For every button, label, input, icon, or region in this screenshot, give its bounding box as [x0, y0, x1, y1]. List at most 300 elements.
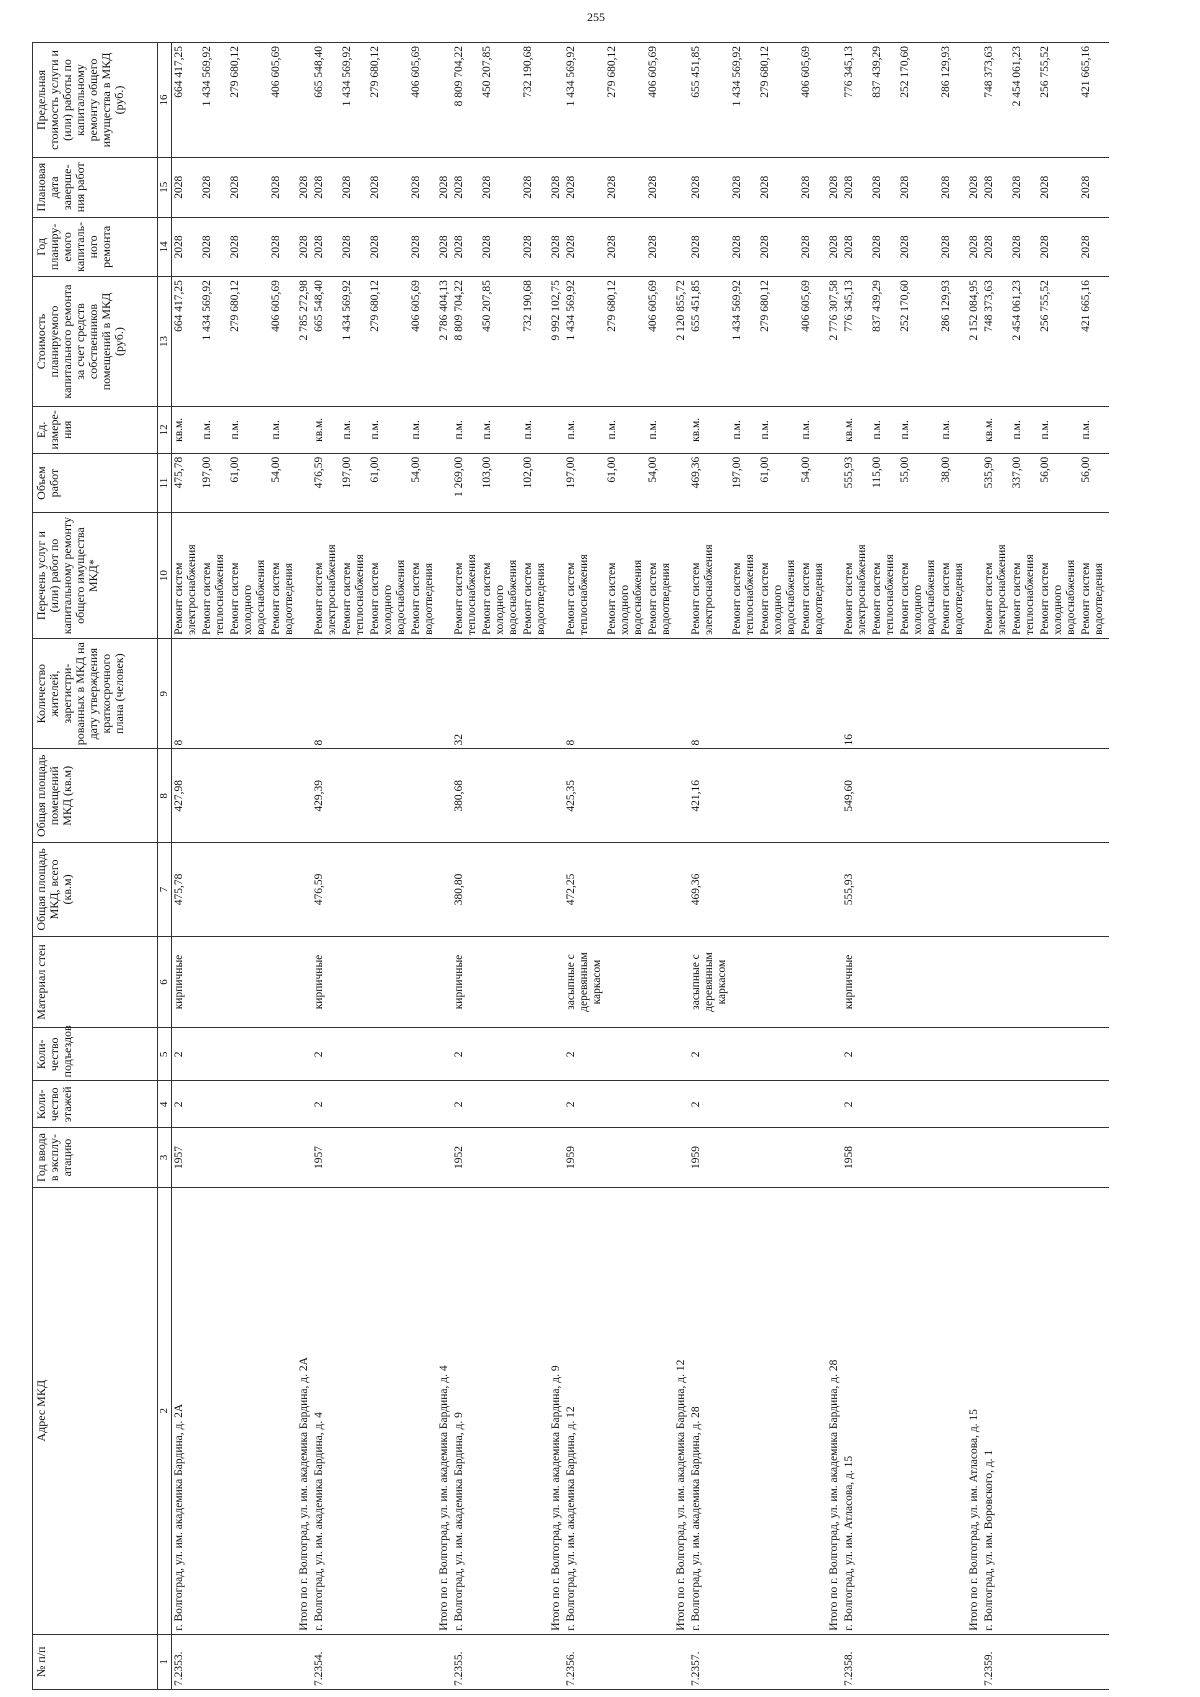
empty-cell [549, 513, 564, 639]
entrances-count: 2 [689, 1028, 730, 1081]
work-volume: 56,00 [1079, 453, 1107, 513]
premises-area [605, 749, 646, 843]
work-name: Ремонт систем электроснабжения [172, 513, 201, 639]
premises-area: 427,98 [172, 749, 201, 843]
work-name: Ремонт систем холодного водоснабжения [480, 513, 521, 639]
floors-count [368, 1081, 409, 1128]
work-end-date: 2028 [870, 157, 898, 217]
residents-count [758, 638, 799, 749]
empty-cell [437, 1028, 452, 1081]
work-name: Ремонт систем теплоснабжения [200, 513, 228, 639]
house-address: г. Волгоград, ул. им. академика Бардина, д. 28 [689, 1187, 730, 1634]
column-header: Общая площадь помещений МКД (кв.м) [33, 749, 158, 843]
wall-material [1038, 936, 1079, 1028]
work-end-date: 2028 [452, 157, 480, 217]
table-row [730, 43, 758, 1690]
work-unit: п.м. [269, 406, 297, 453]
work-end-date: 2028 [605, 157, 646, 217]
work-unit: кв.м. [689, 406, 730, 453]
empty-cell [967, 638, 982, 749]
work-cost: 256 755,52 [1038, 277, 1079, 407]
empty-cell [1107, 1128, 1109, 1188]
column-header: Общая площадь МКД, всего (кв.м) [33, 843, 158, 937]
work-cost: 279 680,12 [605, 277, 646, 407]
total-row [437, 43, 452, 1690]
work-volume: 61,00 [605, 453, 646, 513]
work-volume: 56,00 [1038, 453, 1079, 513]
row-number [200, 1634, 228, 1689]
wall-material: засыпные с деревянным каркасом [564, 936, 605, 1028]
commission-year [409, 1128, 437, 1188]
residents-count [1038, 638, 1079, 749]
rotated-page [32, 42, 1164, 1690]
work-unit: кв.м. [982, 406, 1010, 453]
empty-cell [674, 638, 689, 749]
house-address: г. Волгоград, ул. им. Воровского, д. 1 [982, 1187, 1010, 1634]
column-number: 9 [158, 638, 172, 749]
floors-count: 2 [842, 1081, 870, 1128]
house-address [730, 1187, 758, 1634]
column-number: 14 [158, 217, 172, 277]
empty-cell [297, 43, 312, 158]
table-row [368, 43, 409, 1690]
wall-material [200, 936, 228, 1028]
commission-year [480, 1128, 521, 1188]
table-row [340, 43, 368, 1690]
empty-cell [297, 1128, 312, 1188]
wall-material [269, 936, 297, 1028]
row-number [605, 1634, 646, 1689]
empty-cell [827, 513, 842, 639]
wall-material [368, 936, 409, 1028]
table-row [842, 43, 870, 1690]
empty-cell [967, 406, 982, 453]
work-name: Ремонт систем водоотведения [269, 513, 297, 639]
work-name: Ремонт систем холодного водоснабжения [898, 513, 939, 639]
table-row [200, 43, 228, 1690]
residents-count: 8 [689, 638, 730, 749]
column-number: 2 [158, 1187, 172, 1634]
commission-year [1079, 1128, 1107, 1188]
work-name: Ремонт систем теплоснабжения [730, 513, 758, 639]
work-name: Ремонт систем теплоснабжения [870, 513, 898, 639]
work-year: 2028 [1010, 217, 1038, 277]
house-address [228, 1187, 269, 1634]
residents-count [1079, 638, 1107, 749]
empty-cell [549, 1128, 564, 1188]
empty-cell [827, 936, 842, 1028]
work-year: 2028 [340, 217, 368, 277]
empty-cell [967, 1028, 982, 1081]
work-unit: п.м. [898, 406, 939, 453]
total-label: Итого по г. Волгоград, ул. им. академика Бардина, д. 4 [437, 1187, 452, 1634]
total-end-date [674, 157, 689, 217]
total-area [480, 843, 521, 937]
work-volume: 115,00 [870, 453, 898, 513]
empty-cell [549, 1081, 564, 1128]
row-number [480, 1634, 521, 1689]
repair-plan-table [32, 42, 1109, 1690]
premises-area [982, 749, 1010, 843]
total-year: 2028 [297, 217, 312, 277]
entrances-count [269, 1028, 297, 1081]
floors-count [521, 1081, 549, 1128]
empty-cell [437, 513, 452, 639]
empty-cell [549, 936, 564, 1028]
column-header: Объем работ [33, 453, 158, 513]
commission-year: 1952 [452, 1128, 480, 1188]
total-area: 380,80 [452, 843, 480, 937]
commission-year [1010, 1128, 1038, 1188]
row-number [799, 1634, 827, 1689]
house-address [799, 1187, 827, 1634]
total-year [674, 217, 689, 277]
work-volume: 61,00 [228, 453, 269, 513]
total-cost: 2 785 272,98 [297, 277, 312, 407]
floors-count [269, 1081, 297, 1128]
work-limit-cost: 450 207,85 [480, 43, 521, 158]
work-cost: 665 548,40 [312, 277, 340, 407]
empty-cell [549, 406, 564, 453]
entrances-count: 2 [452, 1028, 480, 1081]
table-row [982, 43, 1010, 1690]
work-volume: 54,00 [269, 453, 297, 513]
entrances-count [480, 1028, 521, 1081]
work-volume: 197,00 [200, 453, 228, 513]
total-area: 476,59 [312, 843, 340, 937]
work-year: 2028 [939, 217, 967, 277]
house-address [200, 1187, 228, 1634]
work-unit: п.м. [646, 406, 674, 453]
residents-count [200, 638, 228, 749]
work-end-date: 2028 [646, 157, 674, 217]
total-cost: 9 992 102,75 [549, 277, 564, 407]
row-number [409, 1634, 437, 1689]
floors-count [730, 1081, 758, 1128]
work-unit: п.м. [368, 406, 409, 453]
floors-count [200, 1081, 228, 1128]
work-year: 2028 [730, 217, 758, 277]
column-header: Стоимость планируемого капитального ремонта за счет средств собственников помещений в МКД (руб.) [33, 277, 158, 407]
empty-cell [297, 843, 312, 937]
work-name: Ремонт систем теплоснабжения [452, 513, 480, 639]
floors-count [982, 1081, 1010, 1128]
table-row [605, 43, 646, 1690]
column-number: 16 [158, 43, 172, 158]
row-number [1038, 1634, 1079, 1689]
work-limit-cost: 1 434 569,92 [730, 43, 758, 158]
empty-cell [674, 513, 689, 639]
house-address: г. Волгоград, ул. им. академика Бардина, д. 2А [172, 1187, 201, 1634]
work-limit-cost: 8 809 704,22 [452, 43, 480, 158]
house-address [521, 1187, 549, 1634]
work-end-date: 2028 [368, 157, 409, 217]
work-year: 2028 [200, 217, 228, 277]
wall-material [982, 936, 1010, 1028]
work-name: Ремонт систем водоотведения [646, 513, 674, 639]
empty-cell [827, 638, 842, 749]
wall-material [521, 936, 549, 1028]
entrances-count: 2 [172, 1028, 201, 1081]
empty-cell [827, 749, 842, 843]
work-name: Ремонт систем электроснабжения [312, 513, 340, 639]
column-header: Перечень услуг и (или) работ по капитальному ремонту общего имущества МКД* [33, 513, 158, 639]
work-name: Ремонт систем холодного водоснабжения [228, 513, 269, 639]
column-header: Коли-чество подъездов [33, 1028, 158, 1081]
floors-count [605, 1081, 646, 1128]
work-name: Ремонт систем водоотведения [1079, 513, 1107, 639]
work-year: 2028 [605, 217, 646, 277]
work-name: Ремонт систем холодного водоснабжения [758, 513, 799, 639]
work-limit-cost: 406 605,69 [409, 43, 437, 158]
residents-count [870, 638, 898, 749]
column-number: 3 [158, 1128, 172, 1188]
work-cost: 406 605,69 [269, 277, 297, 407]
floors-count: 2 [564, 1081, 605, 1128]
work-end-date: 2028 [758, 157, 799, 217]
residents-count: 8 [312, 638, 340, 749]
house-address: г. Волгоград, ул. им. академика Бардина, д. 4 [312, 1187, 340, 1634]
table-row [939, 43, 967, 1690]
work-end-date: 2028 [689, 157, 730, 217]
empty-cell [437, 1128, 452, 1188]
work-year: 2028 [172, 217, 201, 277]
work-name: Ремонт систем холодного водоснабжения [605, 513, 646, 639]
total-area: 472,25 [564, 843, 605, 937]
total-area [870, 843, 898, 937]
work-end-date: 2028 [1010, 157, 1038, 217]
floors-count [1010, 1081, 1038, 1128]
premises-area: 380,68 [452, 749, 480, 843]
work-limit-cost: 279 680,12 [368, 43, 409, 158]
total-cost: 2 776 307,58 [827, 277, 842, 407]
work-name: Ремонт систем теплоснабжения [1010, 513, 1038, 639]
empty-cell [437, 406, 452, 453]
column-header: Материал стен [33, 936, 158, 1028]
residents-count: 8 [172, 638, 201, 749]
empty-cell [1107, 406, 1109, 453]
empty-cell [297, 1028, 312, 1081]
wall-material [1079, 936, 1107, 1028]
entrances-count [340, 1028, 368, 1081]
residents-count [605, 638, 646, 749]
house-address [758, 1187, 799, 1634]
work-unit: п.м. [1038, 406, 1079, 453]
work-name: Ремонт систем холодного водоснабжения [368, 513, 409, 639]
work-cost: 279 680,12 [368, 277, 409, 407]
premises-area [521, 749, 549, 843]
residents-count [521, 638, 549, 749]
column-number: 8 [158, 749, 172, 843]
empty-cell [1107, 843, 1109, 937]
row-number [967, 1634, 982, 1689]
wall-material: кирпичные [312, 936, 340, 1028]
empty-cell [827, 1128, 842, 1188]
house-address [646, 1187, 674, 1634]
work-cost: 1 434 569,92 [200, 277, 228, 407]
floors-count [898, 1081, 939, 1128]
work-volume: 555,93 [842, 453, 870, 513]
total-end-date: 2028 [967, 157, 982, 217]
house-address [1010, 1187, 1038, 1634]
floors-count [799, 1081, 827, 1128]
residents-count [480, 638, 521, 749]
residents-count [730, 638, 758, 749]
empty-cell [549, 1028, 564, 1081]
work-year: 2028 [646, 217, 674, 277]
total-area [228, 843, 269, 937]
total-area [269, 843, 297, 937]
column-number: 4 [158, 1081, 172, 1128]
work-cost: 1 434 569,92 [564, 277, 605, 407]
premises-area [228, 749, 269, 843]
work-limit-cost: 1 434 569,92 [200, 43, 228, 158]
wall-material [799, 936, 827, 1028]
total-row [967, 43, 982, 1690]
house-address: г. Волгоград, ул. им. академика Бардина, д. 12 [564, 1187, 605, 1634]
wall-material: кирпичные [172, 936, 201, 1028]
wall-material: кирпичные [842, 936, 870, 1028]
work-end-date: 2028 [409, 157, 437, 217]
work-cost: 8 809 704,22 [452, 277, 480, 407]
empty-cell [827, 453, 842, 513]
floors-count: 2 [312, 1081, 340, 1128]
work-cost: 286 129,93 [939, 277, 967, 407]
entrances-count [1038, 1028, 1079, 1081]
empty-cell [967, 936, 982, 1028]
work-name: Ремонт систем водоотведения [409, 513, 437, 639]
empty-cell [1107, 638, 1109, 749]
work-end-date: 2028 [842, 157, 870, 217]
work-cost: 279 680,12 [758, 277, 799, 407]
residents-count [799, 638, 827, 749]
wall-material [758, 936, 799, 1028]
floors-count [228, 1081, 269, 1128]
work-cost: 2 454 061,23 [1010, 277, 1038, 407]
work-year: 2028 [368, 217, 409, 277]
commission-year [228, 1128, 269, 1188]
empty-cell [437, 43, 452, 158]
row-number: 7.2354. [312, 1634, 340, 1689]
work-end-date: 2028 [172, 157, 201, 217]
table-row [758, 43, 799, 1690]
work-year: 2028 [898, 217, 939, 277]
premises-area [269, 749, 297, 843]
empty-cell [297, 936, 312, 1028]
entrances-count [228, 1028, 269, 1081]
work-volume: 61,00 [758, 453, 799, 513]
empty-cell [297, 638, 312, 749]
house-address: г. Волгоград, ул. им. академика Бардина, д. 9 [452, 1187, 480, 1634]
total-area [646, 843, 674, 937]
table-row [1038, 43, 1079, 1690]
premises-area [758, 749, 799, 843]
house-address [368, 1187, 409, 1634]
residents-count [939, 638, 967, 749]
wall-material [1010, 936, 1038, 1028]
table-row [1010, 43, 1038, 1690]
total-area [605, 843, 646, 937]
empty-cell [967, 749, 982, 843]
work-year: 2028 [1038, 217, 1079, 277]
row-number [228, 1634, 269, 1689]
empty-cell [967, 513, 982, 639]
empty-cell [549, 843, 564, 937]
work-year: 2028 [409, 217, 437, 277]
work-end-date: 2028 [799, 157, 827, 217]
row-number [1107, 1634, 1109, 1689]
work-cost: 837 439,29 [870, 277, 898, 407]
work-end-date: 2028 [1079, 157, 1107, 217]
premises-area [368, 749, 409, 843]
work-limit-cost: 406 605,69 [269, 43, 297, 158]
column-header: Год планиру-емого капиталь-ного ремонта [33, 217, 158, 277]
column-header: Предельная стоимость услуги и (или) работы по капитальному ремонту общего имущества в МКД (руб.) [33, 43, 158, 158]
work-limit-cost: 748 373,63 [982, 43, 1010, 158]
floors-count [646, 1081, 674, 1128]
entrances-count [646, 1028, 674, 1081]
commission-year [1038, 1128, 1079, 1188]
total-area [982, 843, 1010, 937]
work-limit-cost: 256 755,52 [1038, 43, 1079, 158]
table-row [269, 43, 297, 1690]
empty-cell [674, 43, 689, 158]
work-end-date: 2028 [1038, 157, 1079, 217]
total-end-date: 2028 [437, 157, 452, 217]
row-number [1079, 1634, 1107, 1689]
row-number [646, 1634, 674, 1689]
work-limit-cost: 421 665,16 [1079, 43, 1107, 158]
floors-count: 2 [172, 1081, 201, 1128]
work-volume: 55,00 [898, 453, 939, 513]
house-address [269, 1187, 297, 1634]
house-address [409, 1187, 437, 1634]
residents-count [269, 638, 297, 749]
premises-area: 429,39 [312, 749, 340, 843]
column-header: Плановая дата заверше-ния работ [33, 157, 158, 217]
commission-year [799, 1128, 827, 1188]
work-limit-cost: 279 680,12 [605, 43, 646, 158]
row-number: 7.2356. [564, 1634, 605, 1689]
floors-count [1079, 1081, 1107, 1128]
residents-count [646, 638, 674, 749]
premises-area: 549,60 [842, 749, 870, 843]
empty-cell [674, 843, 689, 937]
entrances-count: 2 [842, 1028, 870, 1081]
work-limit-cost: 665 548,40 [312, 43, 340, 158]
work-unit: кв.м. [842, 406, 870, 453]
house-address [605, 1187, 646, 1634]
commission-year [605, 1128, 646, 1188]
work-unit: п.м. [564, 406, 605, 453]
total-area [1038, 843, 1079, 937]
table-row [646, 43, 674, 1690]
floors-count [870, 1081, 898, 1128]
work-volume: 197,00 [730, 453, 758, 513]
wall-material [898, 936, 939, 1028]
work-unit: п.м. [1010, 406, 1038, 453]
work-limit-cost: 664 417,25 [172, 43, 201, 158]
table-row [799, 43, 827, 1690]
commission-year [730, 1128, 758, 1188]
premises-area [409, 749, 437, 843]
empty-cell [674, 936, 689, 1028]
entrances-count [730, 1028, 758, 1081]
table-row [228, 43, 269, 1690]
premises-area [730, 749, 758, 843]
work-end-date: 2028 [521, 157, 549, 217]
column-number: 12 [158, 406, 172, 453]
